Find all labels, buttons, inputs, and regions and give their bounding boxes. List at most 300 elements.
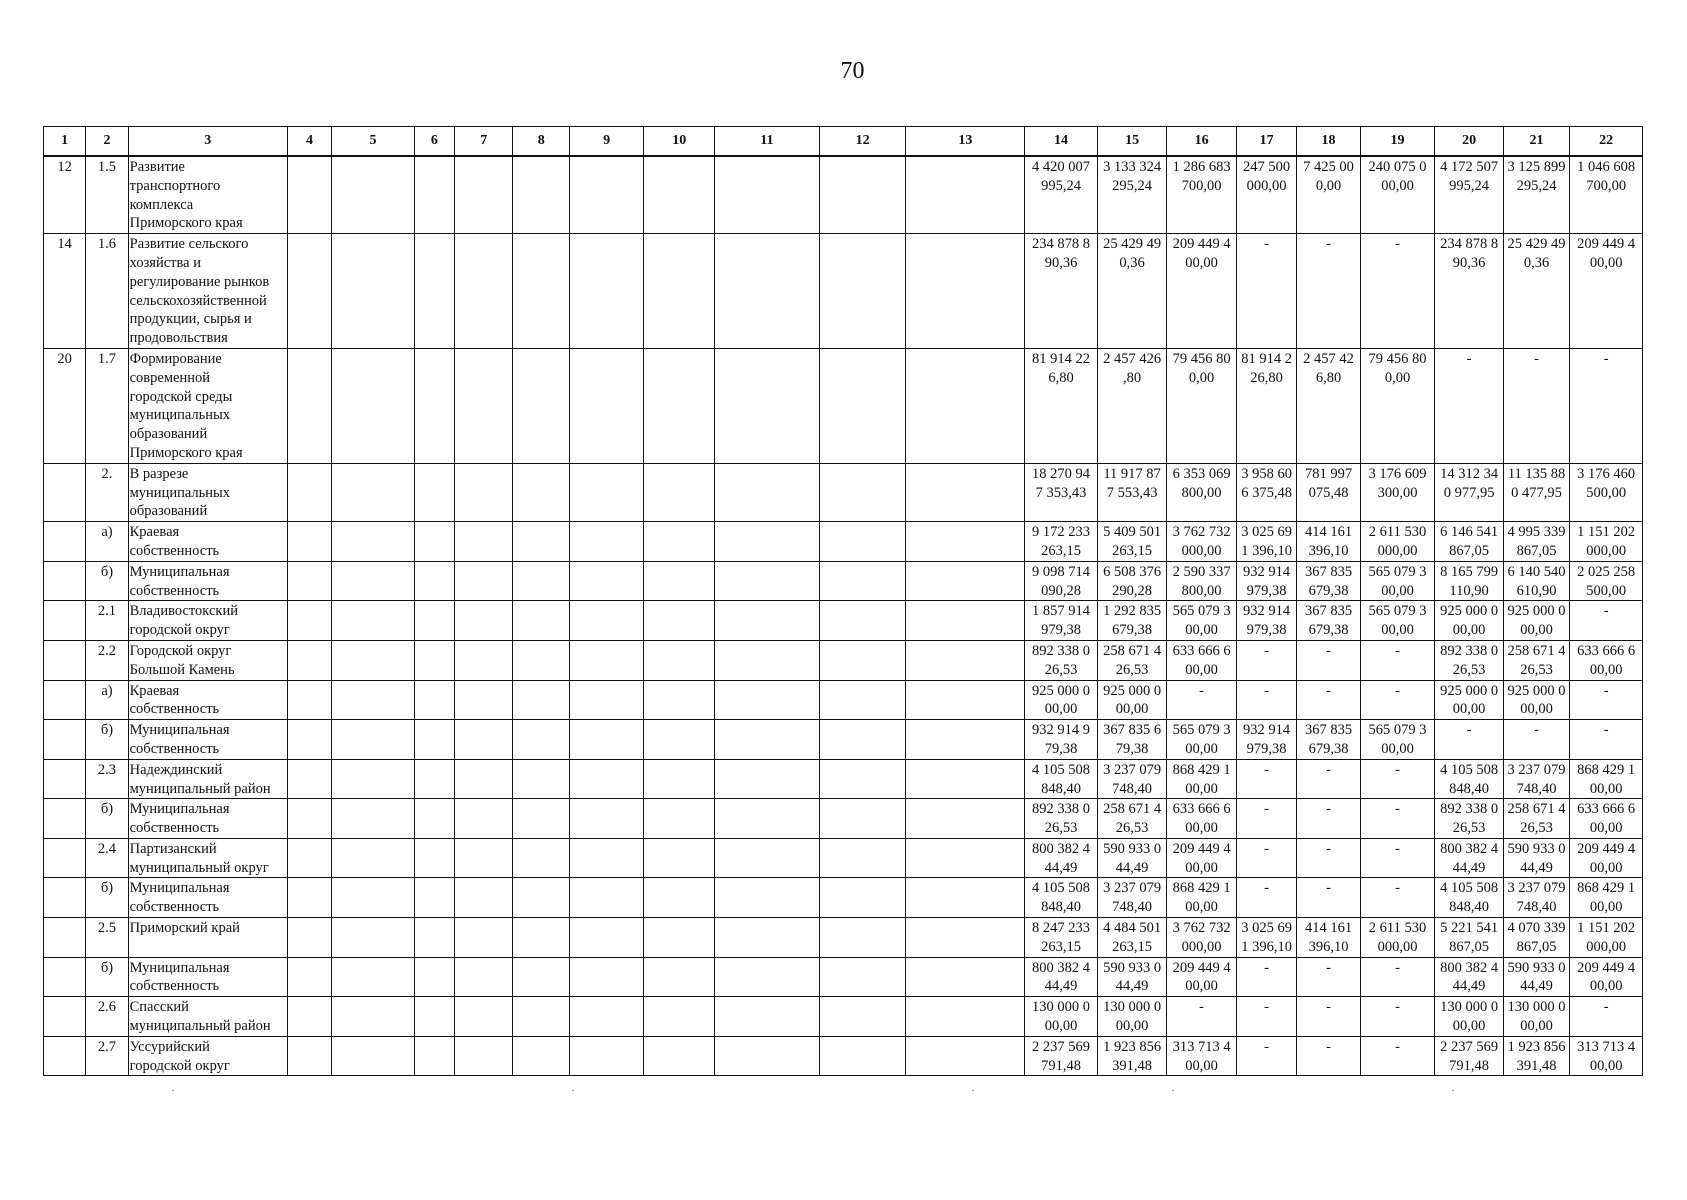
value-cell: 258 671 4 26,53 (1097, 799, 1167, 839)
row-name-cell: Краевая собственность (128, 522, 287, 562)
value-cell: 367 835 679,38 (1297, 601, 1360, 641)
row-code-cell: 2.2 (86, 640, 128, 680)
column-header-16: 16 (1167, 127, 1237, 157)
empty-cell (714, 234, 819, 349)
row-code-cell: б) (86, 799, 128, 839)
table-row (44, 680, 1643, 720)
empty-cell (644, 918, 715, 958)
row-code-cell: 1.6 (86, 234, 128, 349)
empty-cell (644, 957, 715, 997)
value-cell: 240 075 0 00,00 (1360, 156, 1435, 234)
value-cell: 313 713 4 00,00 (1167, 1036, 1237, 1076)
empty-cell (714, 838, 819, 878)
empty-cell (287, 957, 331, 997)
value-cell: 258 671 4 26,53 (1097, 640, 1167, 680)
empty-cell (714, 348, 819, 463)
value-cell: 868 429 1 00,00 (1570, 759, 1643, 799)
value-cell: - (1236, 957, 1296, 997)
row-code-cell: 2.4 (86, 838, 128, 878)
empty-cell (513, 720, 569, 760)
value-cell: 590 933 0 44,49 (1097, 957, 1167, 997)
value-cell: 800 382 4 44,49 (1435, 957, 1504, 997)
empty-cell (906, 918, 1025, 958)
empty-cell (714, 720, 819, 760)
row-index-cell: 12 (44, 156, 86, 234)
empty-cell (414, 799, 454, 839)
row-name-cell: Приморский край (128, 918, 287, 958)
empty-cell (455, 601, 513, 641)
column-header-10: 10 (644, 127, 715, 157)
row-name-cell: Партизанский муниципальный округ (128, 838, 287, 878)
empty-cell (332, 1036, 415, 1076)
value-cell: 4 995 339 867,05 (1503, 522, 1569, 562)
value-cell: 932 914 979,38 (1236, 561, 1296, 601)
value-cell: - (1236, 838, 1296, 878)
value-cell: 3 762 732 000,00 (1167, 522, 1237, 562)
empty-cell (819, 878, 906, 918)
value-cell: 4 172 507 995,24 (1435, 156, 1504, 234)
empty-cell (287, 1036, 331, 1076)
value-cell: - (1570, 720, 1643, 760)
empty-cell (455, 156, 513, 234)
value-cell: 892 338 0 26,53 (1025, 640, 1098, 680)
column-header-15: 15 (1097, 127, 1167, 157)
value-cell: 79 456 80 0,00 (1360, 348, 1435, 463)
value-cell: - (1570, 348, 1643, 463)
value-cell: - (1236, 640, 1296, 680)
value-cell: 590 933 0 44,49 (1503, 838, 1569, 878)
table-row (44, 640, 1643, 680)
empty-cell (513, 759, 569, 799)
value-cell: 590 933 0 44,49 (1503, 957, 1569, 997)
empty-cell (414, 348, 454, 463)
value-cell: 313 713 4 00,00 (1570, 1036, 1643, 1076)
empty-cell (414, 957, 454, 997)
value-cell: 565 079 3 00,00 (1167, 601, 1237, 641)
empty-cell (569, 997, 644, 1037)
value-cell: - (1360, 1036, 1435, 1076)
row-code-cell: б) (86, 957, 128, 997)
empty-cell (332, 640, 415, 680)
value-cell: 2 611 530 000,00 (1360, 522, 1435, 562)
empty-cell (644, 601, 715, 641)
row-code-cell: б) (86, 561, 128, 601)
table-row (44, 997, 1643, 1037)
value-cell: - (1435, 348, 1504, 463)
table-row (44, 720, 1643, 760)
value-cell: 79 456 80 0,00 (1167, 348, 1237, 463)
empty-cell (414, 522, 454, 562)
value-cell: - (1297, 799, 1360, 839)
value-cell: 3 237 079 748,40 (1097, 878, 1167, 918)
value-cell: 2 611 530 000,00 (1360, 918, 1435, 958)
empty-cell (455, 522, 513, 562)
empty-cell (906, 601, 1025, 641)
table-row (44, 234, 1643, 349)
column-header-20: 20 (1435, 127, 1504, 157)
value-cell: - (1503, 720, 1569, 760)
empty-cell (332, 838, 415, 878)
row-code-cell: а) (86, 680, 128, 720)
empty-cell (414, 463, 454, 521)
empty-cell (513, 997, 569, 1037)
table-row (44, 601, 1643, 641)
empty-cell (455, 918, 513, 958)
value-cell: 633 666 6 00,00 (1570, 640, 1643, 680)
empty-cell (819, 720, 906, 760)
empty-cell (714, 601, 819, 641)
value-cell: 25 429 49 0,36 (1503, 234, 1569, 349)
empty-cell (906, 997, 1025, 1037)
value-cell: 7 425 00 0,00 (1297, 156, 1360, 234)
value-cell: 868 429 1 00,00 (1570, 878, 1643, 918)
empty-cell (287, 799, 331, 839)
empty-cell (569, 878, 644, 918)
row-index-cell (44, 601, 86, 641)
column-header-2: 2 (86, 127, 128, 157)
empty-cell (644, 878, 715, 918)
empty-cell (332, 759, 415, 799)
empty-cell (414, 234, 454, 349)
empty-cell (513, 680, 569, 720)
empty-cell (287, 561, 331, 601)
page-number: 70 (840, 58, 865, 84)
value-cell: 868 429 1 00,00 (1167, 759, 1237, 799)
empty-cell (414, 156, 454, 234)
column-header-1: 1 (44, 127, 86, 157)
empty-cell (414, 878, 454, 918)
empty-cell (819, 463, 906, 521)
column-header-19: 19 (1360, 127, 1435, 157)
value-cell: 2 025 258 500,00 (1570, 561, 1643, 601)
value-cell: 8 165 799 110,90 (1435, 561, 1504, 601)
value-cell: - (1297, 838, 1360, 878)
empty-cell (819, 799, 906, 839)
value-cell: 633 666 6 00,00 (1570, 799, 1643, 839)
empty-cell (644, 1036, 715, 1076)
value-cell: - (1167, 680, 1237, 720)
empty-cell (332, 601, 415, 641)
column-header-6: 6 (414, 127, 454, 157)
table-row (44, 561, 1643, 601)
empty-cell (513, 156, 569, 234)
value-cell: 892 338 0 26,53 (1435, 799, 1504, 839)
value-cell: 565 079 3 00,00 (1360, 561, 1435, 601)
row-index-cell (44, 918, 86, 958)
value-cell: 633 666 6 00,00 (1167, 640, 1237, 680)
empty-cell (513, 1036, 569, 1076)
value-cell: - (1236, 799, 1296, 839)
value-cell: - (1360, 997, 1435, 1037)
empty-cell (819, 838, 906, 878)
empty-cell (414, 720, 454, 760)
value-cell: - (1236, 234, 1296, 349)
empty-cell (819, 348, 906, 463)
empty-cell (513, 799, 569, 839)
table-row (44, 957, 1643, 997)
value-cell: 800 382 4 44,49 (1025, 838, 1098, 878)
row-name-cell: Надеждинский муниципальный район (128, 759, 287, 799)
value-cell: - (1297, 680, 1360, 720)
value-cell: - (1297, 759, 1360, 799)
empty-cell (819, 561, 906, 601)
value-cell: 3 176 609 300,00 (1360, 463, 1435, 521)
empty-cell (906, 522, 1025, 562)
value-cell: 800 382 4 44,49 (1435, 838, 1504, 878)
column-header-4: 4 (287, 127, 331, 157)
value-cell: 1 923 856 391,48 (1097, 1036, 1167, 1076)
value-cell: 3 762 732 000,00 (1167, 918, 1237, 958)
table-body (44, 156, 1643, 1076)
column-header-22: 22 (1570, 127, 1643, 157)
empty-cell (819, 759, 906, 799)
value-cell: 367 835 679,38 (1297, 720, 1360, 760)
column-header-12: 12 (819, 127, 906, 157)
row-code-cell: 2.1 (86, 601, 128, 641)
empty-cell (569, 918, 644, 958)
value-cell: 25 429 49 0,36 (1097, 234, 1167, 349)
empty-cell (906, 957, 1025, 997)
table-row (44, 522, 1643, 562)
empty-cell (819, 601, 906, 641)
value-cell: 4 420 007 995,24 (1025, 156, 1098, 234)
row-code-cell: 2.6 (86, 997, 128, 1037)
empty-cell (332, 463, 415, 521)
empty-cell (455, 640, 513, 680)
row-index-cell (44, 759, 86, 799)
empty-cell (644, 997, 715, 1037)
row-index-cell (44, 720, 86, 760)
empty-cell (455, 463, 513, 521)
empty-cell (569, 601, 644, 641)
column-header-9: 9 (569, 127, 644, 157)
empty-cell (714, 680, 819, 720)
empty-cell (569, 234, 644, 349)
value-cell: - (1360, 680, 1435, 720)
value-cell: 18 270 94 7 353,43 (1025, 463, 1098, 521)
table-row (44, 838, 1643, 878)
empty-cell (819, 680, 906, 720)
empty-cell (714, 1036, 819, 1076)
row-index-cell (44, 878, 86, 918)
value-cell: 565 079 3 00,00 (1360, 720, 1435, 760)
value-cell: - (1236, 878, 1296, 918)
empty-cell (287, 156, 331, 234)
empty-cell (287, 997, 331, 1037)
value-cell: 130 000 0 00,00 (1025, 997, 1098, 1037)
empty-cell (455, 759, 513, 799)
value-cell: - (1360, 799, 1435, 839)
value-cell: - (1236, 997, 1296, 1037)
empty-cell (819, 234, 906, 349)
row-name-cell: Муниципальная собственность (128, 799, 287, 839)
row-name-cell: Краевая собственность (128, 680, 287, 720)
column-header-17: 17 (1236, 127, 1296, 157)
row-name-cell: Владивостокский городской округ (128, 601, 287, 641)
value-cell: - (1360, 878, 1435, 918)
value-cell: 3 025 69 1 396,10 (1236, 918, 1296, 958)
value-cell: 1 046 608 700,00 (1570, 156, 1643, 234)
empty-cell (455, 720, 513, 760)
row-name-cell: Развитие сельского хозяйства и регулирование рынков сельскохозяйственной продукции, сырья и продовольствия (128, 234, 287, 349)
value-cell: 367 835 6 79,38 (1097, 720, 1167, 760)
value-cell: 4 070 339 867,05 (1503, 918, 1569, 958)
empty-cell (287, 759, 331, 799)
empty-cell (644, 759, 715, 799)
value-cell: - (1297, 878, 1360, 918)
empty-cell (714, 522, 819, 562)
value-cell: - (1297, 640, 1360, 680)
empty-cell (714, 463, 819, 521)
value-cell: - (1360, 957, 1435, 997)
value-cell: 209 449 4 00,00 (1570, 957, 1643, 997)
value-cell: - (1297, 997, 1360, 1037)
row-name-cell: Городской округ Большой Камень (128, 640, 287, 680)
row-code-cell: 2. (86, 463, 128, 521)
value-cell: 130 000 0 00,00 (1435, 997, 1504, 1037)
empty-cell (414, 997, 454, 1037)
empty-cell (513, 463, 569, 521)
value-cell: 3 237 079 748,40 (1503, 759, 1569, 799)
empty-cell (287, 918, 331, 958)
value-cell: 9 098 714 090,28 (1025, 561, 1098, 601)
row-index-cell: 14 (44, 234, 86, 349)
empty-cell (644, 680, 715, 720)
empty-cell (569, 522, 644, 562)
value-cell: 868 429 1 00,00 (1167, 878, 1237, 918)
empty-cell (332, 522, 415, 562)
row-code-cell: б) (86, 878, 128, 918)
column-header-3: 3 (128, 127, 287, 157)
empty-cell (569, 348, 644, 463)
empty-cell (455, 1036, 513, 1076)
empty-cell (569, 957, 644, 997)
empty-cell (332, 156, 415, 234)
row-index-cell (44, 1036, 86, 1076)
row-index-cell (44, 997, 86, 1037)
empty-cell (287, 601, 331, 641)
value-cell: - (1297, 957, 1360, 997)
value-cell: - (1167, 997, 1237, 1037)
value-cell: 3 958 60 6 375,48 (1236, 463, 1296, 521)
value-cell: 565 079 3 00,00 (1360, 601, 1435, 641)
empty-cell (414, 918, 454, 958)
row-code-cell: 2.5 (86, 918, 128, 958)
value-cell: 1 286 683 700,00 (1167, 156, 1237, 234)
empty-cell (714, 759, 819, 799)
row-index-cell (44, 680, 86, 720)
empty-cell (455, 838, 513, 878)
table-row (44, 463, 1643, 521)
value-cell: - (1236, 759, 1296, 799)
row-name-cell: Уссурийский городской округ (128, 1036, 287, 1076)
value-cell: 9 172 233 263,15 (1025, 522, 1098, 562)
value-cell: 932 914 979,38 (1236, 720, 1296, 760)
value-cell: 2 457 42 6,80 (1297, 348, 1360, 463)
row-name-cell: Формирование современной городской среды муниципальных образований Приморского края (128, 348, 287, 463)
value-cell: 3 125 899 295,24 (1503, 156, 1569, 234)
value-cell: 2 590 337 800,00 (1167, 561, 1237, 601)
value-cell: 4 105 508 848,40 (1025, 759, 1098, 799)
empty-cell (569, 759, 644, 799)
empty-cell (455, 878, 513, 918)
value-cell: 367 835 679,38 (1297, 561, 1360, 601)
empty-cell (513, 878, 569, 918)
empty-cell (513, 918, 569, 958)
value-cell: 2 237 569 791,48 (1025, 1036, 1098, 1076)
empty-cell (714, 878, 819, 918)
row-index-cell (44, 799, 86, 839)
value-cell: 209 449 4 00,00 (1167, 234, 1237, 349)
empty-cell (714, 997, 819, 1037)
empty-cell (414, 838, 454, 878)
value-cell: 258 671 4 26,53 (1503, 799, 1569, 839)
empty-cell (714, 156, 819, 234)
empty-cell (714, 561, 819, 601)
empty-cell (819, 156, 906, 234)
table-row (44, 918, 1643, 958)
value-cell: - (1297, 234, 1360, 349)
value-cell: 1 151 202 000,00 (1570, 522, 1643, 562)
empty-cell (332, 957, 415, 997)
empty-cell (644, 720, 715, 760)
empty-cell (906, 720, 1025, 760)
value-cell: 14 312 34 0 977,95 (1435, 463, 1504, 521)
empty-cell (906, 234, 1025, 349)
empty-cell (906, 759, 1025, 799)
empty-cell (414, 561, 454, 601)
empty-cell (906, 878, 1025, 918)
value-cell: 130 000 0 00,00 (1097, 997, 1167, 1037)
value-cell: 2 237 569 791,48 (1435, 1036, 1504, 1076)
empty-cell (819, 997, 906, 1037)
empty-cell (332, 348, 415, 463)
footer-scan-dots (0, 1090, 1687, 1094)
row-code-cell: а) (86, 522, 128, 562)
value-cell: - (1360, 838, 1435, 878)
row-name-cell: В разрезе муниципальных образований (128, 463, 287, 521)
value-cell: 925 000 0 00,00 (1435, 680, 1504, 720)
empty-cell (569, 1036, 644, 1076)
empty-cell (513, 838, 569, 878)
empty-cell (414, 601, 454, 641)
empty-cell (287, 838, 331, 878)
empty-cell (287, 640, 331, 680)
empty-cell (513, 522, 569, 562)
empty-cell (455, 997, 513, 1037)
empty-cell (906, 156, 1025, 234)
value-cell: 11 917 87 7 553,43 (1097, 463, 1167, 521)
row-code-cell: б) (86, 720, 128, 760)
value-cell: - (1236, 680, 1296, 720)
row-name-cell: Спасский муниципальный район (128, 997, 287, 1037)
empty-cell (644, 640, 715, 680)
empty-cell (569, 561, 644, 601)
value-cell: - (1360, 234, 1435, 349)
empty-cell (819, 640, 906, 680)
empty-cell (332, 918, 415, 958)
value-cell: 6 353 069 800,00 (1167, 463, 1237, 521)
row-code-cell: 1.7 (86, 348, 128, 463)
empty-cell (714, 799, 819, 839)
empty-cell (332, 561, 415, 601)
empty-cell (332, 720, 415, 760)
value-cell: 932 914 979,38 (1236, 601, 1296, 641)
empty-cell (455, 234, 513, 349)
empty-cell (819, 1036, 906, 1076)
value-cell: 209 449 4 00,00 (1570, 234, 1643, 349)
row-name-cell: Муниципальная собственность (128, 957, 287, 997)
